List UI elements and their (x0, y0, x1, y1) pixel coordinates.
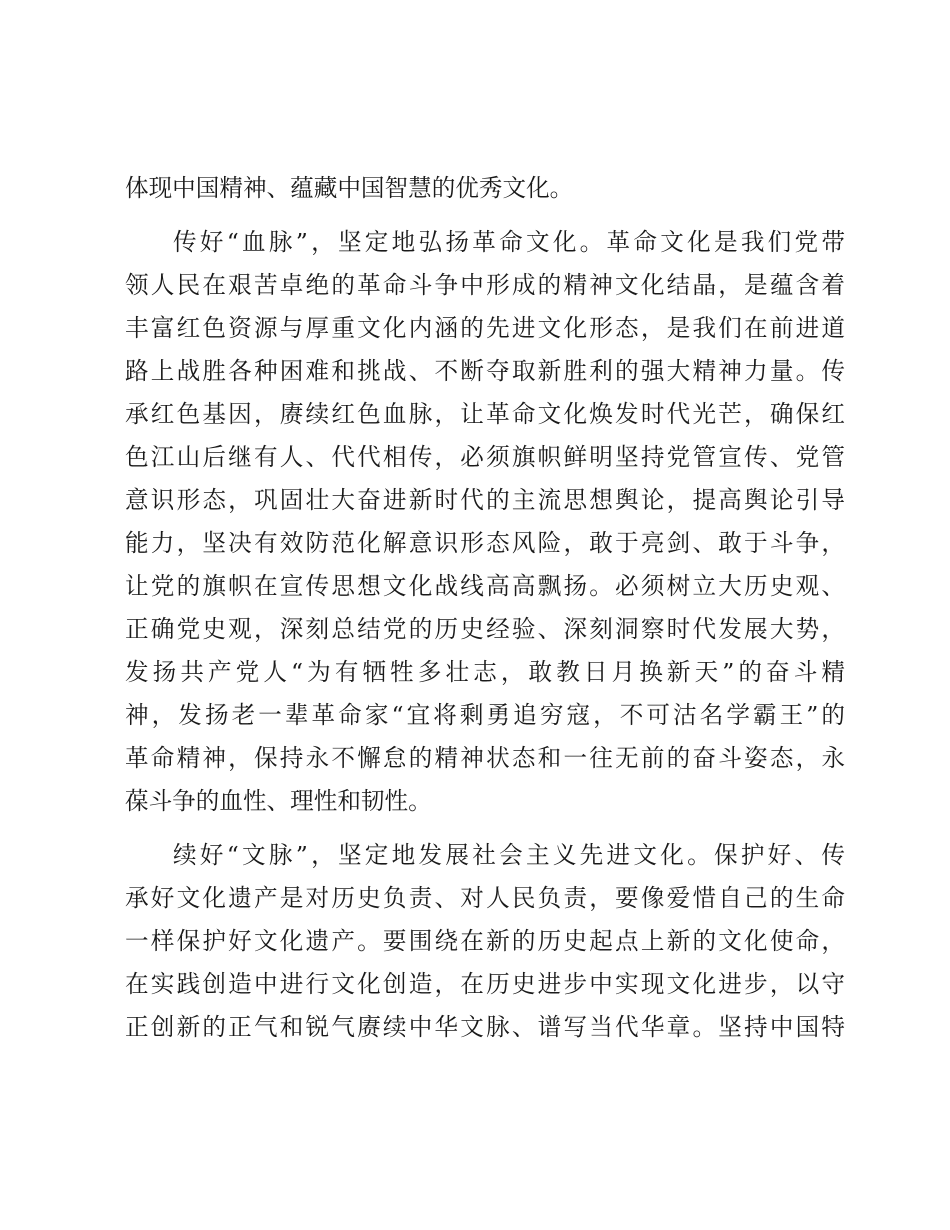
text-line: 发扬共产党人“为有牺牲多壮志，敢教日月换新天”的奋斗精 (125, 658, 845, 686)
text-line: 丰富红色资源与厚重文化内涵的先进文化形态，是我们在前进道 (125, 314, 845, 342)
text-line: 承好文化遗产是对历史负责、对人民负责，要像爱惜自己的生命 (125, 884, 845, 912)
text-line: 让党的旗帜在宣传思想文化战线高高飘扬。必须树立大历史观、 (125, 572, 845, 600)
text-line: 一样保护好文化遗产。要围绕在新的历史起点上新的文化使命， (125, 927, 845, 955)
text-line: 在实践创造中进行文化创造，在历史进步中实现文化进步，以守 (125, 970, 845, 998)
text-line: 承红色基因，赓续红色血脉，让革命文化焕发时代光芒，确保红 (125, 400, 845, 428)
text-line: 正确党史观，深刻总结党的历史经验、深刻洞察时代发展大势， (125, 615, 845, 643)
text-line: 葆斗争的血性、理性和韧性。 (125, 787, 432, 815)
text-line: 路上战胜各种困难和挑战、不断夺取新胜利的强大精神力量。传 (125, 357, 845, 385)
text-line: 领人民在艰苦卓绝的革命斗争中形成的精神文化结晶，是蕴含着 (125, 271, 845, 299)
text-line: 能力，坚决有效防范化解意识形态风险，敢于亮剑、敢于斗争， (125, 529, 845, 557)
text-line: 续好“文脉”，坚定地发展社会主义先进文化。保护好、传 (173, 841, 845, 869)
text-line: 传好“血脉”，坚定地弘扬革命文化。革命文化是我们党带 (173, 228, 845, 256)
text-line: 色江山后继有人、代代相传，必须旗帜鲜明坚持党管宣传、党管 (125, 443, 845, 471)
text-line: 神，发扬老一辈革命家“宜将剩勇追穷寇，不可沽名学霸王”的 (125, 701, 845, 729)
text-line: 体现中国精神、蕴藏中国智慧的优秀文化。 (125, 174, 574, 202)
text-line: 革命精神，保持永不懈怠的精神状态和一往无前的奋斗姿态，永 (125, 744, 845, 772)
text-line: 意识形态，巩固壮大奋进新时代的主流思想舆论，提高舆论引导 (125, 486, 845, 514)
text-line: 正创新的正气和锐气赓续中华文脉、谱写当代华章。坚持中国特 (125, 1013, 845, 1041)
